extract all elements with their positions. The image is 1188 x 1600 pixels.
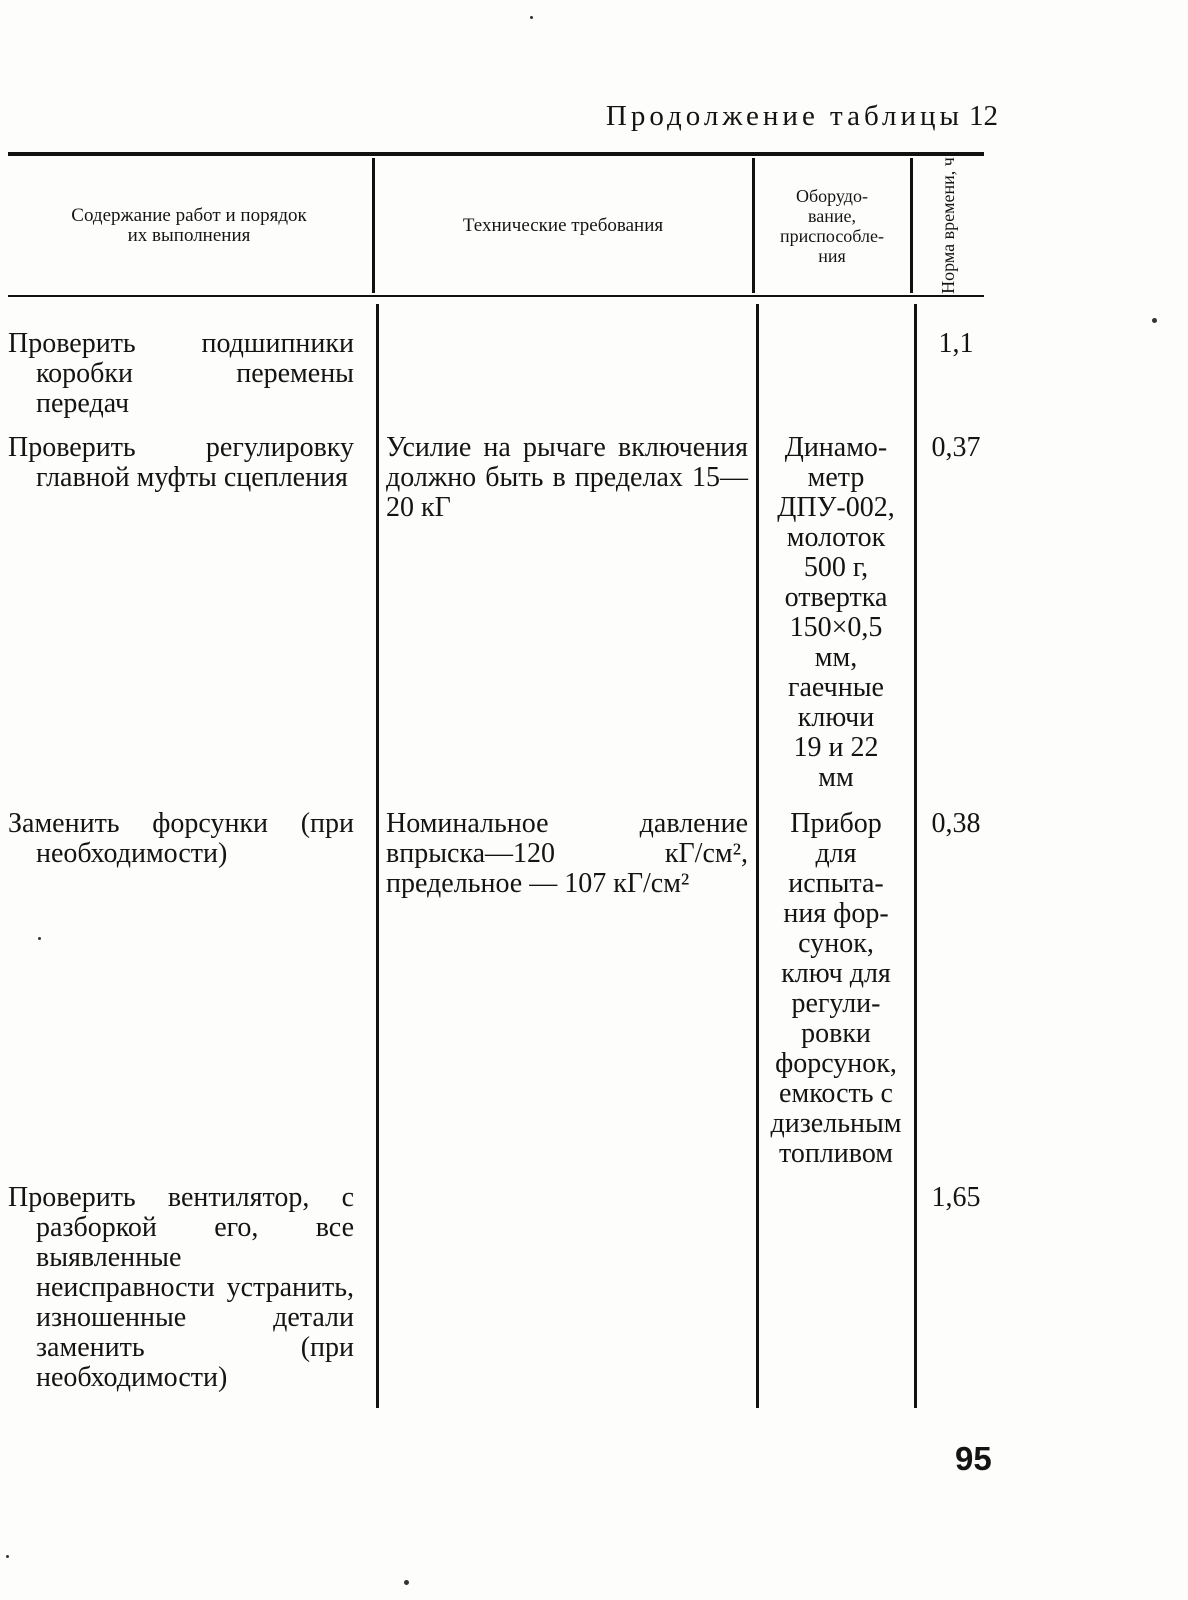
table-row-requirements: Усилие на рычаге включения должно быть в пределах 15—20 кГ <box>386 432 748 523</box>
table-row-norm: 1,65 <box>931 1182 981 1213</box>
page-number: 95 <box>955 1440 992 1477</box>
table-row-norm: 0,38 <box>931 808 981 839</box>
table-caption <box>606 100 998 133</box>
table-row-equipment: Динамо- метр ДПУ-002, молоток 500 г, отвертка 150×0,5 мм, гаечные ключи 19 и 22 мм <box>777 432 895 793</box>
table-row-work: Проверить регулировку главной муфты сцепления <box>8 432 354 493</box>
column-divider <box>756 304 759 1408</box>
header-technical-requirements: Технические требования <box>462 214 664 236</box>
table-row-requirements: Номинальное давление впрыска—120 кГ/см², предельное — 107 кГ/см² <box>386 808 748 899</box>
table-row-work: Заменить форсунки (при необходимости) <box>8 808 354 869</box>
scan-speck <box>1152 318 1157 323</box>
table-row-equipment: Прибор для испыта- ния фор- сунок, ключ для регули- ровки форсунок, емкость с дизельным топливом <box>770 808 902 1169</box>
scan-speck <box>530 16 533 19</box>
scan-speck <box>404 1580 409 1585</box>
table-header-rule <box>8 295 984 297</box>
column-divider <box>372 158 375 293</box>
scan-speck <box>6 1555 9 1558</box>
header-time-norm <box>913 156 983 295</box>
caption-text: Продолжение таблицы <box>605 100 963 132</box>
header-work-content: Содержание работ и порядок их выполнения <box>71 204 307 246</box>
table-row-norm: 1,1 <box>938 328 974 359</box>
header-time-norm-label: Норма времени, ч <box>937 157 958 294</box>
table-row-work: Проверить подшипники коробки перемены передач <box>8 328 354 419</box>
table-row-work: Проверить вентилятор, с разборкой его, все выявленные неисправности устранить, изношенные детали заменить (при необходимости) <box>8 1182 354 1393</box>
header-equipment: Оборудо- вание, приспособле- ния <box>779 185 884 266</box>
maintenance-table <box>8 152 984 1412</box>
column-divider <box>914 304 917 1408</box>
caption-table-number: 12 <box>969 100 998 132</box>
table-row-norm: 0,37 <box>931 432 981 463</box>
column-divider <box>376 304 379 1408</box>
